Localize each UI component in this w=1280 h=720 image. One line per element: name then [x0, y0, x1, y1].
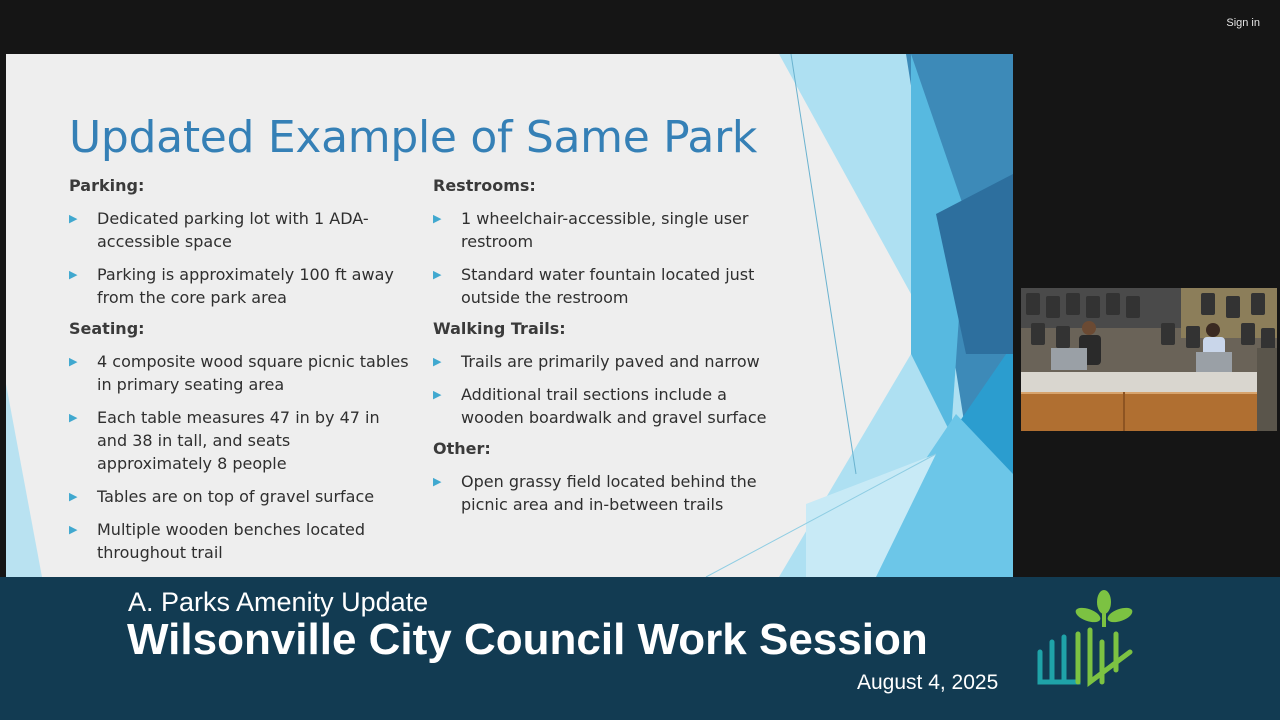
bullet-text: Each table measures 47 in by 47 in and 38 in tall, and seats approximately 8 people — [97, 408, 380, 473]
sign-in-link[interactable]: Sign in — [1226, 17, 1260, 29]
council-chamber-image — [1021, 288, 1277, 431]
bullet-item — [433, 263, 773, 309]
presentation-slide — [6, 54, 1013, 577]
bullet-arrow-icon: ▶ — [433, 268, 442, 281]
bullet-item — [69, 207, 409, 253]
section-heading-restrooms: Restrooms: — [433, 176, 536, 195]
bullet-item — [433, 350, 773, 373]
bullet-text: 4 composite wood square picnic tables in primary seating area — [97, 352, 409, 394]
bullet-item — [69, 518, 409, 564]
bullet-arrow-icon: ▶ — [69, 212, 78, 225]
section-heading-other: Other: — [433, 439, 491, 458]
bullet-item — [69, 485, 409, 508]
broadcast-banner — [0, 577, 1280, 720]
bullet-arrow-icon: ▶ — [433, 212, 442, 225]
slide-left-column — [69, 176, 409, 574]
agenda-item-title: A. Parks Amenity Update — [128, 587, 429, 617]
bullet-item — [69, 263, 409, 309]
meeting-title: Wilsonville City Council Work Session — [127, 615, 928, 664]
bullet-text: Additional trail sections include a wooden boardwalk and gravel surface — [461, 385, 767, 427]
camera-video-feed — [1021, 288, 1277, 431]
bullet-text: Open grassy field located behind the picnic area and in-between trails — [461, 472, 757, 514]
bullet-arrow-icon: ▶ — [69, 411, 78, 424]
slide-right-column — [433, 176, 773, 526]
section-heading-seating: Seating: — [69, 319, 145, 338]
bullet-text: Standard water fountain located just outside the restroom — [461, 265, 755, 307]
bullet-arrow-icon: ▶ — [69, 355, 78, 368]
bullet-text: Tables are on top of gravel surface — [97, 487, 375, 506]
bullet-item — [433, 207, 773, 253]
bullet-item — [433, 470, 773, 516]
section-heading-walking-trails: Walking Trails: — [433, 319, 566, 338]
bullet-text: Trails are primarily paved and narrow — [461, 352, 760, 371]
bullet-text: Multiple wooden benches located throughout trail — [97, 520, 365, 562]
bullet-arrow-icon: ▶ — [433, 355, 442, 368]
city-logo-icon — [1030, 582, 1140, 697]
bullet-text: 1 wheelchair-accessible, single user restroom — [461, 209, 749, 251]
slide-title: Updated Example of Same Park — [69, 112, 758, 163]
bullet-text: Parking is approximately 100 ft away from the core park area — [97, 265, 394, 307]
bullet-arrow-icon: ▶ — [69, 523, 78, 536]
bullet-arrow-icon: ▶ — [69, 268, 78, 281]
bullet-arrow-icon: ▶ — [433, 475, 442, 488]
meeting-date: August 4, 2025 — [857, 671, 999, 694]
section-heading-parking: Parking: — [69, 176, 145, 195]
bullet-item — [69, 406, 409, 475]
bullet-arrow-icon: ▶ — [69, 490, 78, 503]
bullet-item — [433, 383, 773, 429]
bullet-arrow-icon: ▶ — [433, 388, 442, 401]
bullet-text: Dedicated parking lot with 1 ADA-accessible space — [97, 209, 369, 251]
bullet-item — [69, 350, 409, 396]
